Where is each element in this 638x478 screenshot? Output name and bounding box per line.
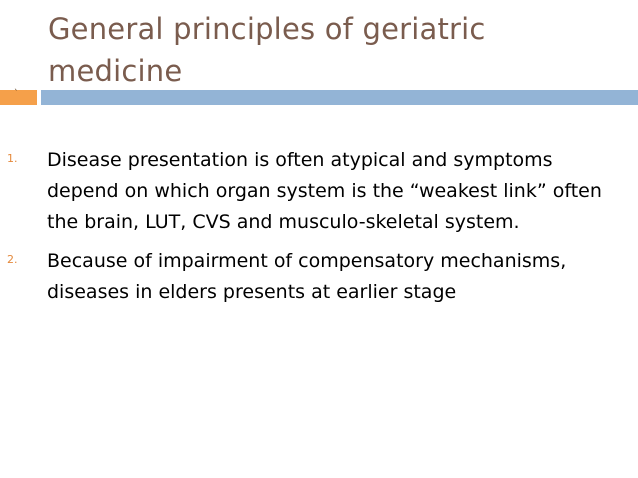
accent-bar-mark: ` (14, 89, 19, 99)
slide-title-line-2: medicine (48, 54, 183, 88)
list-item-text: Because of impairment of compensatory mechanisms, diseases in elders presents at earlier stage (47, 250, 567, 303)
slide-title-line-1: General principles of geriatric (48, 12, 486, 46)
list-item (0, 145, 638, 238)
list-item-number: 1. (7, 152, 18, 165)
accent-bar-blue (41, 90, 638, 105)
list-item (0, 246, 638, 308)
bullet-list (0, 145, 638, 316)
slide-title (48, 8, 608, 92)
list-item-text: Disease presentation is often atypical and symptoms depend on which organ system is the “weakest link” often the brain, LUT, CVS and musculo-skeletal system. (47, 149, 602, 233)
list-item-number: 2. (7, 253, 18, 266)
